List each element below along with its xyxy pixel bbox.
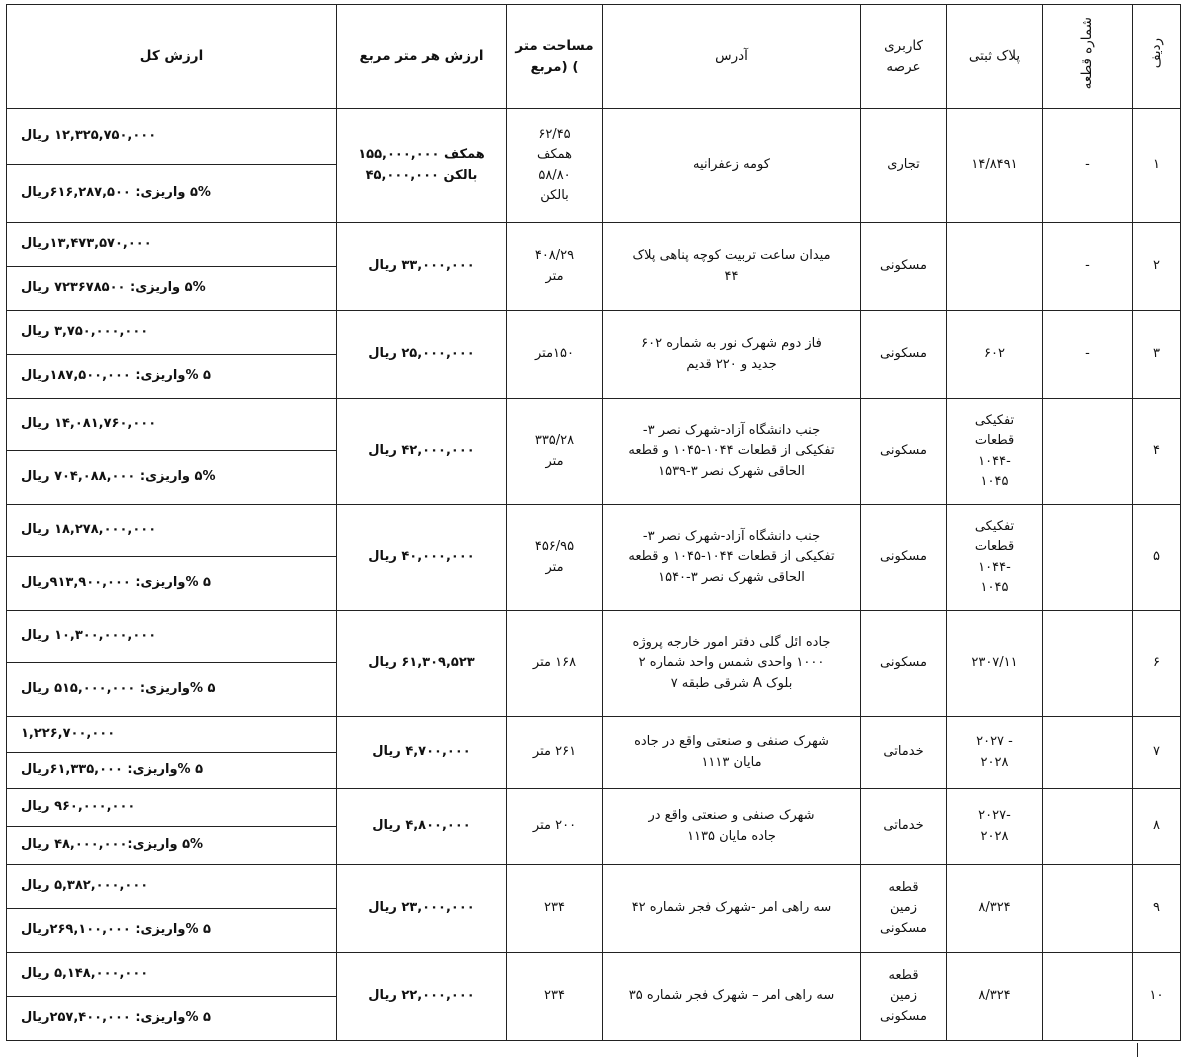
total-value-cell: ۵,۱۴۸,۰۰۰,۰۰۰ ریال: [7, 953, 337, 997]
deposit-cell: ۵ %واریزی: ۲۶۹,۱۰۰,۰۰۰ریال: [7, 909, 337, 953]
area-cell: ۱۶۸ متر: [507, 611, 603, 717]
table-row: [7, 717, 1181, 753]
header-usage: کاربری عرصه: [861, 5, 947, 109]
address-cell: جنب دانشگاه آزاد-شهرک نصر ۳- تفکیکی از قطعات ۱۰۴۴-۱۰۴۵ و قطعه الحاقی شهرک نصر ۳-۱۵۳۹: [603, 399, 861, 505]
lot-number-cell: [1043, 865, 1133, 953]
header-row-no: ردیف: [1133, 5, 1181, 109]
table-row: [7, 865, 1181, 909]
address-cell: جاده ائل گلی دفتر امور خارجه پروژه ۱۰۰۰ واحدی شمس واحد شماره ۲ بلوک A شرقی طبقه ۷: [603, 611, 861, 717]
table-body: [7, 109, 1181, 1041]
header-address: آدرس: [603, 5, 861, 109]
area-cell: ۴۵۶/۹۵ متر: [507, 505, 603, 611]
deposit-cell: ۵% واریزی: ۷۲۳۶۷۸۵۰۰ ریال: [7, 267, 337, 311]
property-table: [6, 4, 1181, 1041]
price-per-m2-cell: ۴۰,۰۰۰,۰۰۰ ریال: [337, 505, 507, 611]
plate-cell: ۱۴/۸۴۹۱: [947, 109, 1043, 223]
header-area: مساحت متر ) (مربع: [507, 5, 603, 109]
usage-cell: مسکونی: [861, 505, 947, 611]
total-value-cell: ۱۸,۲۷۸,۰۰۰,۰۰۰ ریال: [7, 505, 337, 557]
usage-cell: مسکونی: [861, 399, 947, 505]
row-number-cell: ۴: [1133, 399, 1181, 505]
address-cell: شهرک صنفی و صنعتی واقع در جاده مایان ۱۱۳۵: [603, 789, 861, 865]
price-per-m2-cell: ۴۲,۰۰۰,۰۰۰ ریال: [337, 399, 507, 505]
address-cell: میدان ساعت تربیت کوچه پناهی پلاک ۴۴: [603, 223, 861, 311]
table-row: [7, 399, 1181, 451]
plate-cell: تفکیکی قطعات -۱۰۴۴ ۱۰۴۵: [947, 399, 1043, 505]
total-value-cell: ۹۶۰,۰۰۰,۰۰۰ ریال: [7, 789, 337, 827]
row-number-cell: ۳: [1133, 311, 1181, 399]
address-cell: شهرک صنفی و صنعتی واقع در جاده مایان ۱۱۱۳: [603, 717, 861, 789]
row-number-cell: ۲: [1133, 223, 1181, 311]
table-row: [7, 789, 1181, 827]
plate-cell: ۲۳۰۷/۱۱: [947, 611, 1043, 717]
plate-cell: ۸/۳۲۴: [947, 953, 1043, 1041]
total-value-cell: ۱,۲۲۶,۷۰۰,۰۰۰: [7, 717, 337, 753]
deposit-cell: ۵ %واریزی: ۵۱۵,۰۰۰,۰۰۰ ریال: [7, 663, 337, 717]
usage-cell: قطعه زمین مسکونی: [861, 953, 947, 1041]
header-total-value: ارزش کل: [7, 5, 337, 109]
address-cell: سه راهی امر -شهرک فجر شماره ۴۲: [603, 865, 861, 953]
address-cell: سه راهی امر – شهرک فجر شماره ۳۵: [603, 953, 861, 1041]
price-per-m2-cell: ۴,۸۰۰,۰۰۰ ریال: [337, 789, 507, 865]
area-cell: ۱۵۰متر: [507, 311, 603, 399]
row-number-cell: ۸: [1133, 789, 1181, 865]
total-value-cell: ۱۳,۴۷۳,۵۷۰,۰۰۰ریال: [7, 223, 337, 267]
lot-number-cell: [1043, 953, 1133, 1041]
deposit-cell: ۵ %واریزی: ۲۵۷,۴۰۰,۰۰۰ریال: [7, 997, 337, 1041]
total-value-cell: ۳,۷۵۰,۰۰۰,۰۰۰ ریال: [7, 311, 337, 355]
corner-tick-line: [1137, 1043, 1138, 1057]
deposit-cell: ۵% واریزی:۴۸,۰۰۰,۰۰۰ ریال: [7, 827, 337, 865]
deposit-cell: ۵ %واریزی: ۹۱۳,۹۰۰,۰۰۰ریال: [7, 557, 337, 611]
usage-cell: قطعه زمین مسکونی: [861, 865, 947, 953]
row-number-cell: ۱: [1133, 109, 1181, 223]
table-row: [7, 505, 1181, 557]
usage-cell: مسکونی: [861, 311, 947, 399]
lot-number-cell: [1043, 789, 1133, 865]
deposit-cell: ۵ %واریزی: ۶۱,۳۳۵,۰۰۰ریال: [7, 753, 337, 789]
area-cell: ۶۲/۴۵ همکف ۵۸/۸۰ بالکن: [507, 109, 603, 223]
area-cell: ۲۳۴: [507, 953, 603, 1041]
usage-cell: مسکونی: [861, 611, 947, 717]
table-row: [7, 223, 1181, 267]
lot-number-cell: -: [1043, 223, 1133, 311]
deposit-cell: ۵% واریزی: ۶۱۶,۲۸۷,۵۰۰ریال: [7, 165, 337, 223]
price-per-m2-cell: ۶۱,۳۰۹,۵۲۳ ریال: [337, 611, 507, 717]
lot-number-cell: [1043, 717, 1133, 789]
price-per-m2-cell: ۲۲,۰۰۰,۰۰۰ ریال: [337, 953, 507, 1041]
total-value-cell: ۵,۳۸۲,۰۰۰,۰۰۰ ریال: [7, 865, 337, 909]
price-per-m2-cell: ۲۵,۰۰۰,۰۰۰ ریال: [337, 311, 507, 399]
row-number-cell: ۵: [1133, 505, 1181, 611]
total-value-cell: ۱۰,۳۰۰,۰۰۰,۰۰۰ ریال: [7, 611, 337, 663]
usage-cell: تجاری: [861, 109, 947, 223]
address-cell: جنب دانشگاه آزاد-شهرک نصر ۳- تفکیکی از قطعات ۱۰۴۴-۱۰۴۵ و قطعه الحاقی شهرک نصر ۳-۱۵۴۰: [603, 505, 861, 611]
header-price-per-m2: ارزش هر متر مربع: [337, 5, 507, 109]
lot-number-cell: -: [1043, 109, 1133, 223]
header-row: [7, 5, 1181, 109]
property-table-container: [6, 4, 1180, 1041]
area-cell: ۳۳۵/۲۸ متر: [507, 399, 603, 505]
area-cell: ۲۰۰ متر: [507, 789, 603, 865]
row-number-cell: ۶: [1133, 611, 1181, 717]
table-row: [7, 311, 1181, 355]
lot-number-cell: [1043, 505, 1133, 611]
deposit-cell: ۵% واریزی: ۷۰۴,۰۸۸,۰۰۰ ریال: [7, 451, 337, 505]
row-number-cell: ۱۰: [1133, 953, 1181, 1041]
plate-cell: [947, 223, 1043, 311]
row-number-cell: ۷: [1133, 717, 1181, 789]
usage-cell: خدماتی: [861, 789, 947, 865]
plate-cell: ۸/۳۲۴: [947, 865, 1043, 953]
lot-number-cell: [1043, 611, 1133, 717]
plate-cell: تفکیکی قطعات -۱۰۴۴ ۱۰۴۵: [947, 505, 1043, 611]
price-per-m2-cell: همکف ۱۵۵,۰۰۰,۰۰۰ بالکن ۴۵,۰۰۰,۰۰۰: [337, 109, 507, 223]
lot-number-cell: [1043, 399, 1133, 505]
address-cell: فاز دوم شهرک نور به شماره ۶۰۲ جدید و ۲۲۰ قدیم: [603, 311, 861, 399]
area-cell: ۲۳۴: [507, 865, 603, 953]
address-cell: کومه زعفرانیه: [603, 109, 861, 223]
plate-cell: -۲۰۲۷ ۲۰۲۸: [947, 789, 1043, 865]
usage-cell: خدماتی: [861, 717, 947, 789]
total-value-cell: ۱۴,۰۸۱,۷۶۰,۰۰۰ ریال: [7, 399, 337, 451]
table-row: [7, 953, 1181, 997]
table-row: [7, 611, 1181, 663]
table-row: [7, 109, 1181, 165]
usage-cell: مسکونی: [861, 223, 947, 311]
plate-cell: ۶۰۲: [947, 311, 1043, 399]
header-plate: پلاک ثبتی: [947, 5, 1043, 109]
total-value-cell: ۱۲,۳۲۵,۷۵۰,۰۰۰ ریال: [7, 109, 337, 165]
price-per-m2-cell: ۲۳,۰۰۰,۰۰۰ ریال: [337, 865, 507, 953]
price-per-m2-cell: ۳۳,۰۰۰,۰۰۰ ریال: [337, 223, 507, 311]
row-number-cell: ۹: [1133, 865, 1181, 953]
header-lot-no: شماره قطعه: [1043, 5, 1133, 109]
deposit-cell: ۵ %واریزی: ۱۸۷,۵۰۰,۰۰۰ریال: [7, 355, 337, 399]
area-cell: ۴۰۸/۲۹ متر: [507, 223, 603, 311]
plate-cell: - ۲۰۲۷ ۲۰۲۸: [947, 717, 1043, 789]
area-cell: ۲۶۱ متر: [507, 717, 603, 789]
lot-number-cell: -: [1043, 311, 1133, 399]
price-per-m2-cell: ۴,۷۰۰,۰۰۰ ریال: [337, 717, 507, 789]
